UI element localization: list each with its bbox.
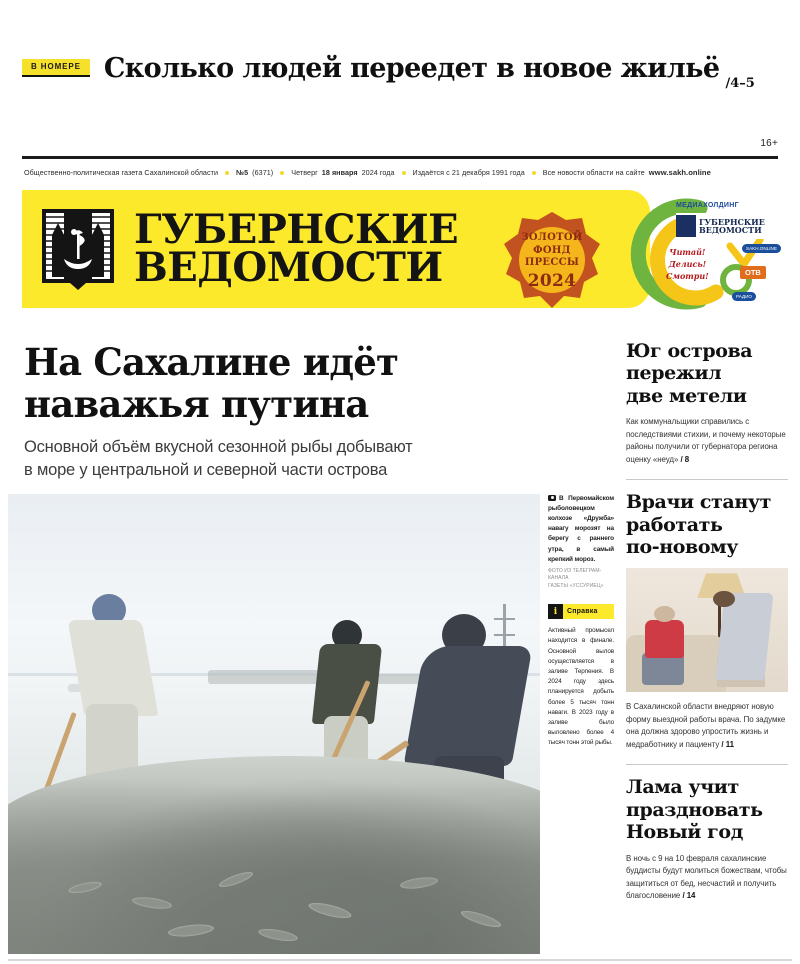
masthead-line-1: ГУБЕРНСКИЕ xyxy=(134,206,459,253)
seal-line-2: ФОНД xyxy=(533,244,571,256)
sidebar-divider xyxy=(626,764,788,765)
lead-headline[interactable] xyxy=(24,342,544,426)
coat-of-arms-icon xyxy=(40,207,116,291)
mediaholding-slogan xyxy=(666,246,709,282)
mediaholding-crest-icon xyxy=(676,215,696,237)
sidebar-page-reference: / 14 xyxy=(682,890,696,900)
mediaholding-site-pill: SAKH.ONLINE xyxy=(742,244,781,253)
in-this-issue-badge: В НОМЕРЕ xyxy=(22,59,90,77)
photo-fish-pile xyxy=(8,756,540,954)
info-icon: i xyxy=(548,604,563,619)
slogan-line-3: Смотри! xyxy=(666,271,709,281)
photo-patient-body xyxy=(645,620,684,657)
imprint-issue-number: №5 xyxy=(236,168,249,177)
sidebar-headline-line-1: Юг острова xyxy=(626,340,753,362)
seal-text-block xyxy=(498,210,606,314)
seal-line-1: ЗОЛОТОЙ xyxy=(521,232,583,244)
lead-photo xyxy=(8,494,540,954)
imprint-website-link[interactable]: www.sakh.online xyxy=(648,168,711,177)
sidebar-headline-line-1: Врачи станут xyxy=(626,491,771,514)
mediaholding-brand-line-1: ГУБЕРНСКИЕ xyxy=(699,216,765,227)
separator-dot-icon xyxy=(225,171,229,175)
imprint-news-lead: Все новости области на сайте xyxy=(542,168,645,177)
photo-caption xyxy=(548,494,614,565)
sidebar-page-reference: / 11 xyxy=(721,739,734,749)
photo-caption-text: В Первомайском рыболовецком колхозе «Дружба» навагу морозят на берегу с раннего утра, в самый крепкий мороз. xyxy=(548,495,614,563)
lead-subheadline-line-2: в море у центральной и северной части острова xyxy=(24,460,388,479)
separator-dot-icon xyxy=(280,171,284,175)
teaser-page-reference: /4–5 xyxy=(725,76,755,91)
sidebar-photo xyxy=(626,568,788,692)
mediaholding-brand-line-2: ВЕДОМОСТИ xyxy=(699,225,762,235)
imprint-founded: Издаётся с 21 декабря 1991 года xyxy=(412,168,525,177)
factbox-text: Активный промысел находится в финале. Основной вылов осуществляется в заливе Терпения. В 2024 году здесь планируется добыть более 5 тысяч тонн наваги. В 2023 году в заливе было выловлено более 4 тысяч тонн этой рыбы. xyxy=(548,627,614,747)
sidebar-deck xyxy=(626,416,788,466)
imprint-weekday: Четверг xyxy=(291,168,318,177)
sidebar-headline-line-3: по-новому xyxy=(626,535,738,558)
right-sidebar xyxy=(626,340,788,902)
photo-credit-line-2: ГАЗЕТЫ «УССУРИЕЦ» xyxy=(548,582,604,589)
imprint-date: 18 января xyxy=(321,168,358,177)
photo-doctor-head xyxy=(713,591,734,607)
sidebar-headline xyxy=(626,491,788,558)
sidebar-deck-text: В Сахалинской области внедряют новую форму выездной работы врача. По задумке она должна здорово упростить жизнь и медработнику и пациенту xyxy=(626,702,786,749)
sidebar-headline-line-3: две метели xyxy=(626,384,747,407)
photo-patient-head xyxy=(654,606,675,622)
imprint-line xyxy=(24,168,778,177)
factbox-header xyxy=(548,604,614,619)
sidebar-deck-text: Как коммунальщики справились с последствиями стихии, и почему некоторые районы получили от губернатора региона оценку «неуд» xyxy=(626,417,786,464)
imprint-year: 2024 года xyxy=(361,168,395,177)
sidebar-headline-line-1: Лама учит xyxy=(626,776,739,799)
imprint-issue-total: (6371) xyxy=(252,168,274,177)
sidebar-deck xyxy=(626,853,788,903)
top-teaser-bar[interactable] xyxy=(22,42,778,94)
mediaholding-radio-pill: РАДИО xyxy=(732,292,756,301)
seal-line-3: ПРЕССЫ xyxy=(524,257,580,269)
masthead-line-2: ВЕДОМОСТИ xyxy=(134,244,443,291)
photo-credit-line-1: ФОТО ИЗ ТЕЛЕГРАМ-КАНАЛА xyxy=(548,567,602,582)
age-rating-mark: 16+ xyxy=(760,138,778,149)
mediaholding-brand-badge xyxy=(676,213,776,239)
sidebar-divider xyxy=(626,479,788,480)
photo-caption-column xyxy=(548,494,614,749)
sidebar-deck xyxy=(626,701,788,751)
separator-dot-icon xyxy=(402,171,406,175)
sidebar-headline-line-2: праздновать xyxy=(626,798,763,821)
factbox-label: Справка xyxy=(567,608,598,616)
sidebar-story-1[interactable] xyxy=(626,491,788,751)
mediaholding-title: МЕДИАХОЛДИНГ xyxy=(676,202,739,209)
lead-subheadline xyxy=(24,436,524,482)
masthead-wordmark xyxy=(134,206,459,291)
lead-headline-line-1: На Сахалине идёт xyxy=(24,340,399,384)
lead-headline-line-2: наважья путина xyxy=(24,381,369,426)
sidebar-headline xyxy=(626,340,788,407)
header-rule xyxy=(22,156,778,159)
page-bottom-rule xyxy=(8,959,792,961)
sidebar-headline-line-2: пережил xyxy=(626,362,722,385)
sidebar-headline xyxy=(626,776,788,843)
press-award-seal xyxy=(498,210,606,314)
teaser-headline[interactable]: Сколько людей переедет в новое жильё xyxy=(103,52,720,84)
imprint-descriptor: Общественно-политическая газета Сахалинской области xyxy=(24,168,219,177)
separator-dot-icon xyxy=(532,171,536,175)
otv-channel-label: ОТВ xyxy=(740,266,766,279)
lead-subheadline-line-1: Основной объём вкусной сезонной рыбы добывают xyxy=(24,438,413,456)
photo-credit xyxy=(548,568,614,591)
camera-icon xyxy=(548,495,556,501)
sidebar-headline-line-2: работать xyxy=(626,513,723,536)
sidebar-story-2[interactable] xyxy=(626,776,788,902)
sidebar-page-reference: / 8 xyxy=(680,454,690,464)
slogan-line-1: Читай! xyxy=(669,247,706,257)
sidebar-headline-line-3: Новый год xyxy=(626,821,743,844)
sidebar-deck-text: В ночь с 9 на 10 февраля сахалинские буддисты будут молиться божествам, чтобы защититься от бед, несчастий и получить благословение xyxy=(626,853,787,900)
sidebar-story-0[interactable] xyxy=(626,340,788,466)
seal-year: 2024 xyxy=(527,270,577,291)
slogan-line-2: Делись! xyxy=(668,259,707,269)
mediaholding-logo[interactable] xyxy=(630,194,788,314)
